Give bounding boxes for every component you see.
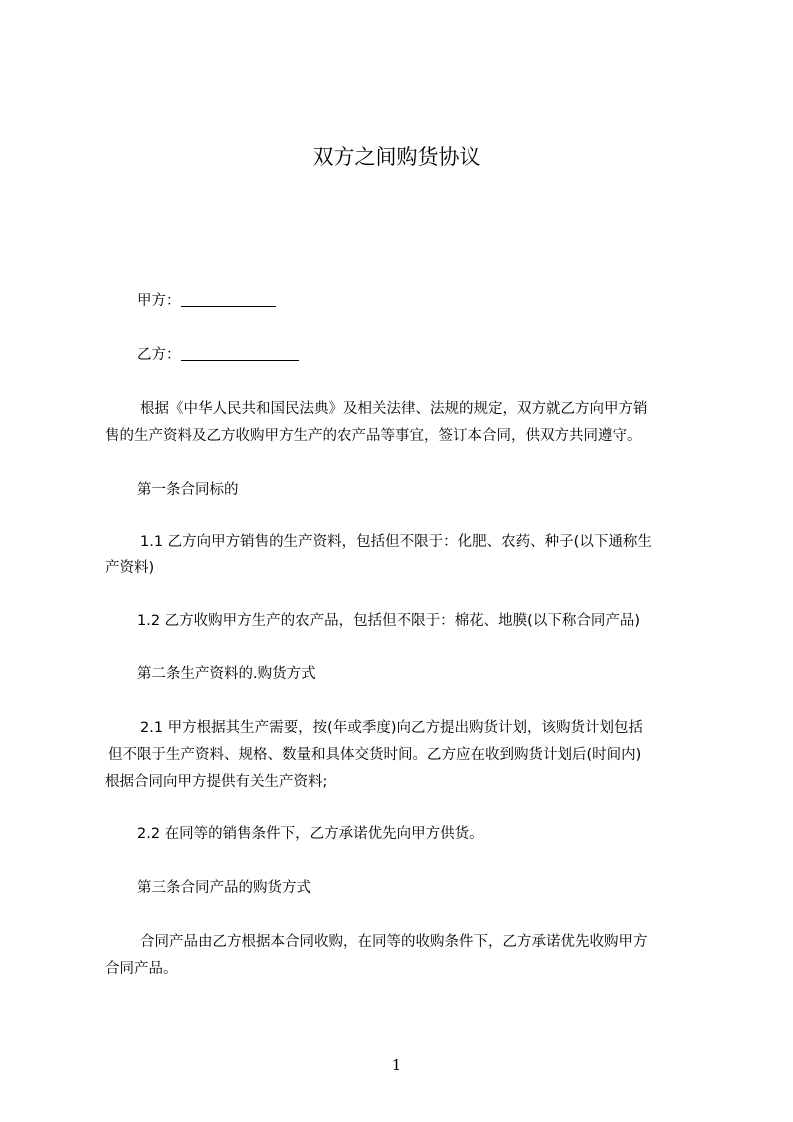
clause-1-2: 1.2 乙方收购甲方生产的农产品，包括但不限于：棉花、地膜(以下称合同产品)	[137, 613, 640, 629]
clause-1-1-line-1: 1.1 乙方向甲方销售的生产资料，包括但不限于：化肥、农药、种子(以下通称生	[140, 534, 652, 550]
article-3-body-line-1: 合同产品由乙方根据本合同收购，在同等的收购条件下，乙方承诺优先收购甲方	[140, 934, 648, 950]
intro-line-1: 根据《中华人民共和国民法典》及相关法律、法规的规定，双方就乙方向甲方销	[140, 401, 648, 417]
article-1-heading: 第一条合同标的	[137, 482, 239, 498]
party-a-line	[137, 290, 276, 312]
article-2-heading: 第二条生产资料的.购货方式	[137, 666, 316, 682]
page-number: 1	[391, 1056, 402, 1074]
clause-2-1-line-2: 但不限于生产资料、规格、数量和具体交货时间。乙方应在收到购货计划后(时间内)	[108, 747, 642, 763]
clause-1-1-line-2: 产资料)	[105, 560, 155, 576]
article-3-heading: 第三条合同产品的购货方式	[137, 880, 311, 896]
clause-2-2: 2.2 在同等的销售条件下，乙方承诺优先向甲方供货。	[137, 826, 484, 842]
party-b-blank	[181, 345, 299, 361]
party-a-label: 甲方：	[137, 293, 181, 309]
clause-2-1-line-3: 根据合同向甲方提供有关生产资料;	[105, 774, 328, 790]
intro-line-2: 售的生产资料及乙方收购甲方生产的农产品等事宜，签订本合同，供双方共同遵守。	[105, 428, 642, 444]
party-b-label: 乙方：	[137, 347, 181, 363]
document-title: 双方之间购货协议	[312, 145, 481, 169]
party-a-blank	[181, 291, 276, 307]
clause-2-1-line-1: 2.1 甲方根据其生产需要，按(年或季度)向乙方提出购货计划，该购货计划包括	[140, 720, 643, 736]
article-3-body-line-2: 合同产品。	[105, 961, 178, 977]
party-b-line	[137, 344, 299, 366]
